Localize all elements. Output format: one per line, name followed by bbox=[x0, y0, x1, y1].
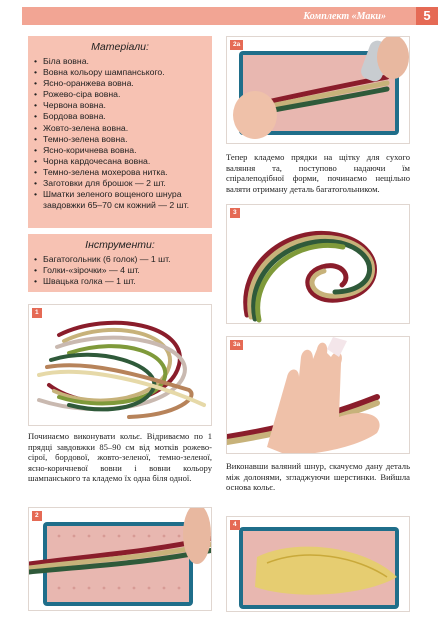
page-number: 5 bbox=[416, 7, 438, 25]
step-1-badge: 1 bbox=[32, 308, 42, 318]
page-header bbox=[22, 7, 438, 25]
materials-item: • Жовто-зелена вовна. bbox=[34, 123, 208, 134]
materials-item: • Заготовки для брошок — 2 шт. bbox=[34, 178, 208, 189]
step-2-photo bbox=[28, 507, 212, 611]
step-3-badge: 3 bbox=[230, 208, 240, 218]
step-3a-badge: 3а bbox=[230, 340, 243, 350]
materials-item: • Рожево-сіра вовна. bbox=[34, 89, 208, 100]
materials-item: • Бордова вовна. bbox=[34, 111, 208, 122]
materials-box bbox=[28, 36, 212, 228]
materials-item: • Ясно-коричнева вовна. bbox=[34, 145, 208, 156]
step-1-photo bbox=[28, 304, 212, 426]
materials-title: Матеріали: bbox=[91, 41, 149, 53]
spiral-cord-image bbox=[227, 205, 410, 324]
step-4-photo bbox=[226, 516, 410, 612]
step-2a-caption: Тепер кладемо прядки на щітку для сухого валяння та, поступово надаючи їм спіралеподібної форми, починаємо нещільно валяти отриману деталь багатогольником. bbox=[226, 152, 410, 194]
step-4-badge: 4 bbox=[230, 520, 240, 530]
step-3a-caption: Виконавши валяний шнур, скачуємо дану деталь між долонями, згладжуючи шерстинки. Вийшла основа кольє. bbox=[226, 461, 410, 492]
yellow-wool-brush-image bbox=[227, 517, 410, 612]
step-3-photo bbox=[226, 204, 410, 324]
step-3a-photo bbox=[226, 336, 410, 454]
materials-item: • Вовна кольору шампанського. bbox=[34, 67, 208, 78]
step-2a-photo bbox=[226, 36, 410, 144]
step-1-caption: Починаємо виконувати кольє. Відриваємо по 1 прядці завдовжки 85–90 см від мотків рожево-сірої, бордової, жовто-зеленої, темно-зеленої, ясно-коричневої вовни і вовни кольору шампанського та кладемо їх одна біля одної. bbox=[28, 431, 212, 483]
materials-item: • Ясно-оранжева вовна. bbox=[34, 78, 208, 89]
materials-item: • Біла вовна. bbox=[34, 56, 208, 67]
tools-title: Інструменти: bbox=[85, 239, 155, 251]
materials-item: • Чорна кардочесана вовна. bbox=[34, 156, 208, 167]
tools-box bbox=[28, 234, 212, 292]
wool-strands-image bbox=[29, 305, 212, 426]
materials-item: • Червона вовна. bbox=[34, 100, 208, 111]
tools-item: • Багатогольник (6 голок) — 1 шт. bbox=[34, 254, 208, 265]
materials-item: • Шматки зеленого вощеного шнура завдовжки 65–70 см кожний — 2 шт. bbox=[34, 189, 208, 211]
materials-item: • Темно-зелена мохерова нитка. bbox=[34, 167, 208, 178]
header-title: Комплект «Маки» bbox=[303, 10, 386, 22]
felting-needle-image bbox=[227, 37, 410, 144]
materials-item: • Темно-зелена вовна. bbox=[34, 134, 208, 145]
brush-with-strands-image bbox=[29, 508, 212, 611]
step-2a-badge: 2а bbox=[230, 40, 243, 50]
tools-item: • Голки-«зірочки» — 4 шт. bbox=[34, 265, 208, 276]
tools-item: • Швацька голка — 1 шт. bbox=[34, 276, 208, 287]
step-2-badge: 2 bbox=[32, 511, 42, 521]
rolling-palms-image bbox=[227, 337, 410, 454]
materials-list bbox=[28, 56, 212, 211]
tools-list bbox=[28, 254, 212, 287]
